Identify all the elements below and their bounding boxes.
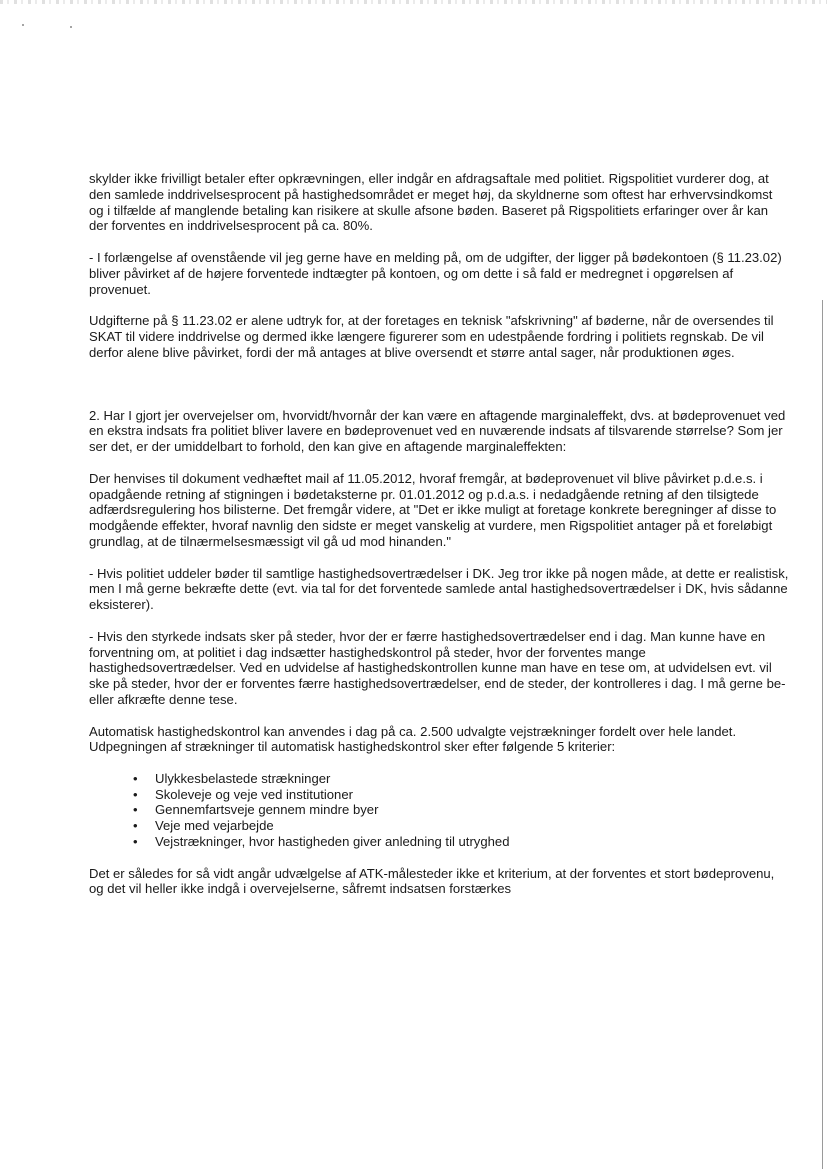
list-item: • Veje med vejarbejde: [133, 818, 789, 834]
scan-speck: [70, 26, 72, 28]
paragraph-reference-mail: Der henvises til dokument vedhæftet mail af 11.05.2012, hvoraf fremgår, at bødeprovenuet vil blive påvirket p.d.e.s. i opadgående retning af stigningen i bødetaksterne pr. 01.01.2012 og p.d.a.s. i nedadgående retning af den tilsigtede adfærdsregulering hos bilisterne. Det fremgår videre, at "Det er ikke muligt at foretage konkrete beregninger af disse to modgående effekter, hvoraf navnlig den sidste er meget vanskelig at vurdere, men Rigspolitiet antager på et foreløbigt grundlag, at de tilnærmelsesmæssigt vil gå ud mod hinanden.": [89, 470, 777, 549]
list-item: • Skoleveje og veje ved institutioner: [133, 787, 789, 803]
paragraph-question-marginal-effect: 2. Har I gjort jer overvejelser om, hvorvidt/hvornår der kan være en aftagende marginaleffekt, dvs. at bødeprovenuet ved en ekstra indsats fra politiet bliver lavere en bødeprovenuet ved en nuværende indsats af tilsvarende størrelse? Som jer ser det, er der umiddelbart to forhold, den kan give en aftagende marginaleffekten:: [89, 407, 786, 455]
paragraph-atk-intro: Automatisk hastighedskontrol kan anvendes i dag på ca. 2.500 udvalgte vejstrækninger fordelt over hele landet. Udpegningen af strækninger til automatisk hastighedskontrol sker efter følgende 5 kriterier:: [89, 723, 737, 755]
paragraph-answer-expenses: Udgifterne på § 11.23.02 er alene udtryk for, at der foretages en teknisk "afskrivning" af bøderne, når de oversendes til SKAT til videre inddrivelse og dermed ikke længere figurerer som en udestpående fordring i politiets regnskab. De vil derfor alene blive påvirket, fordi der må antages at blive oversendt et større antal sager, når produktionen øges.: [89, 313, 774, 360]
paragraph-collection-rate: skylder ikke frivilligt betaler efter opkrævningen, eller indgår en afdragsaftale med politiet. Rigspolitiet vurderer dog, at den samlede inddrivelsesprocent på hastighedsområdet er meget høj, da skyldnerne som oftest har erhvervsindkomst og i tilfælde af manglende betaling kan risikere at skulle afsone bøden. Baseret på Rigspolitiets erfaringer over år kan der forventes en inddrivelsesprocent på ca. 80%.: [89, 171, 773, 234]
criteria-list: [89, 771, 789, 850]
scan-edge-top: [0, 0, 827, 4]
list-item: • Ulykkesbelastede strækninger: [133, 771, 789, 787]
scan-edge-right: [822, 300, 823, 1169]
paragraph-closing: Det er således for så vidt angår udvælgelse af ATK-målesteder ikke et kriterium, at der forventes et stort bødeprovenu, og det vil heller ikke indgå i overvejelserne, såfremt indsatsen forstærkes: [89, 865, 775, 897]
paragraph-question-expenses: - I forlængelse af ovenstående vil jeg gerne have en melding på, om de udgifter, der ligger på bødekontoen (§ 11.23.02) bliver påvirket af de højere forventede indtægter på kontoen, og om dette i så fald er medregnet i opgørelsen af provenuet.: [89, 249, 782, 297]
document-body: [89, 171, 789, 913]
list-item: • Vejstrækninger, hvor hastigheden giver anledning til utryghed: [133, 834, 789, 850]
list-item: • Gennemfartsveje gennem mindre byer: [133, 802, 789, 818]
scan-speck: [22, 24, 24, 26]
paragraph-fewer-violations: - Hvis den styrkede indsats sker på steder, hvor der er færre hastighedsovertrædelser end i dag. Man kunne have en forventning om, at politiet i dag indsætter hastighedskontrol på steder, hvor der forventes mange hastighedsovertrædelser. Ved en udvidelse af hastighedskontrollen kunne man have en tese om, at udvidelsen evt. vil ske på steder, hvor der er forventes færre hastighedsovertrædelser, end de steder, der kontrolleres i dag. I må gerne be- eller afkræfte denne tese.: [89, 628, 786, 707]
paragraph-all-violations: - Hvis politiet uddeler bøder til samtlige hastighedsovertrædelser i DK. Jeg tror ikke på nogen måde, at dette er realistisk, men I må gerne bekræfte dette (evt. via tal for det forventede samlede antal hastighedsovertrædelser i DK, hvis sådanne eksisterer).: [89, 565, 789, 613]
